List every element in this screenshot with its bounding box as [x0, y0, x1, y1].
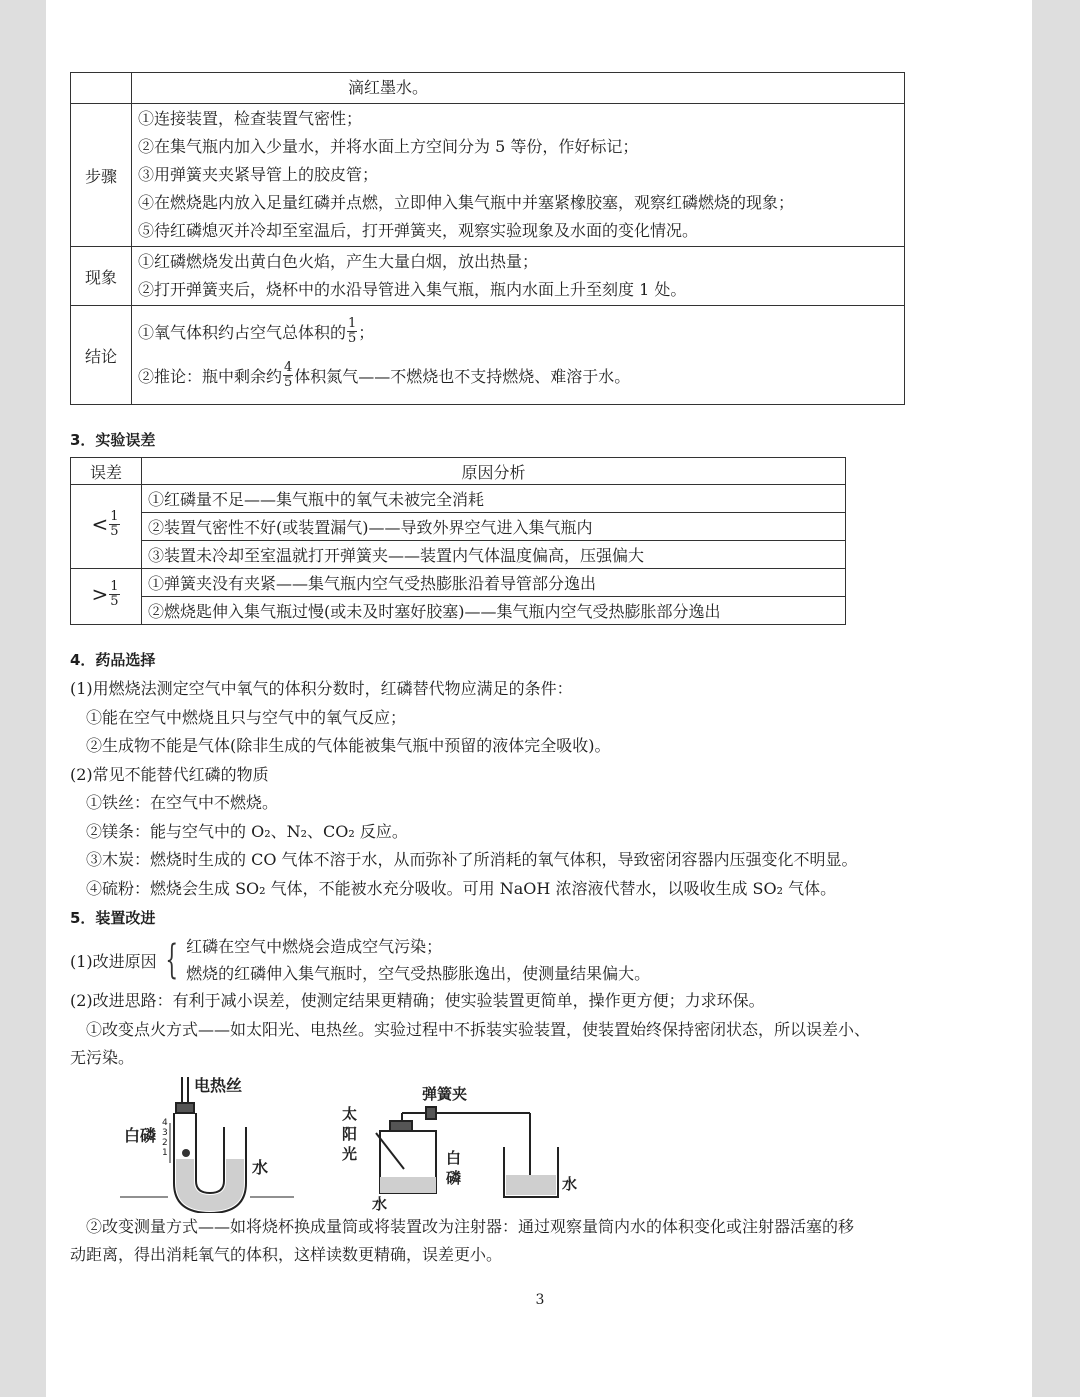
- label-spring-clip: 弹簧夹: [422, 1084, 468, 1103]
- conclusion-item-1: ①氧气体积约占空气总体积的 $\frac{1}{5}$ ；: [138, 316, 375, 346]
- label-white-phosphorus: 白磷: [124, 1125, 157, 1145]
- table-row: [71, 597, 846, 625]
- list-item: ①能在空气中燃烧且只与空气中的氧气反应；: [86, 707, 407, 727]
- jar-beaker-diagram: [376, 1107, 558, 1197]
- u-tube-diagram: [170, 1077, 246, 1213]
- table-row: [71, 73, 905, 104]
- step-item: ①连接装置，检查装置气密性；: [138, 109, 363, 128]
- error-less-cell: < $\frac{1}{5}$: [71, 485, 142, 569]
- table-row-conclusion: [71, 306, 905, 405]
- conclusion-item-2: ②推论：瓶中剩余约 $\frac{4}{5}$ 体积氮气——不燃烧也不支持燃烧、难溶于水。: [138, 360, 631, 390]
- fraction: $\frac{1}{5}$: [110, 509, 119, 539]
- brace: {: [165, 937, 178, 983]
- section-heading: 3．实验误差: [70, 431, 156, 449]
- col-header-reason: 原因分析: [142, 458, 846, 485]
- scale-mark: 3: [162, 1127, 168, 1138]
- label-water-left: 水: [372, 1194, 388, 1213]
- label-heating-wire: 电热丝: [194, 1075, 243, 1095]
- table-row-steps: [71, 104, 905, 247]
- paragraph: (2)改进思路：有利于减小误差，使测定结果更精确；使实验装置更简单，操作更方便；力求环保。: [70, 991, 765, 1010]
- paragraph-line: 无污染。: [70, 1048, 135, 1067]
- procedure-table: [70, 72, 905, 405]
- list-item: ④硫粉：燃烧会生成 SO₂ 气体，不能被水充分吸收。可用 NaOH 浓溶液代替水，以吸收生成 SO₂ 气体。: [86, 878, 837, 898]
- table-header-row: [71, 458, 846, 485]
- list-item: ③木炭：燃烧时生成的 CO 气体不溶于水，从而弥补了所消耗的氧气体积，导致密闭容器内压强变化不明显。: [86, 850, 858, 869]
- page-content: [70, 72, 920, 1270]
- table-row: [71, 569, 846, 597]
- paragraph-line: 动距离，得出消耗氧气的体积，这样读数更精确，误差更小。: [70, 1245, 503, 1264]
- paragraph: (2)常见不能替代红磷的物质: [70, 764, 269, 784]
- list-item: ①铁丝：在空气中不燃烧。: [86, 793, 279, 812]
- step-item: ②在集气瓶内加入少量水，并将水面上方空间分为 5 等份，作好标记；: [138, 137, 639, 156]
- svg-text:阳: 阳: [342, 1124, 358, 1143]
- phenomena-label: 现象: [71, 247, 132, 306]
- fraction: $\frac{1}{5}$: [348, 316, 357, 346]
- fraction: $\frac{1}{5}$: [110, 579, 119, 609]
- scale-mark: 4: [162, 1117, 168, 1128]
- diagrams-area: [70, 1073, 920, 1213]
- label-sun: 太: [342, 1104, 358, 1123]
- section-heading: 4．药品选择: [70, 651, 156, 669]
- table-row: [71, 513, 846, 541]
- phenomenon-item: ②打开弹簧夹后，烧杯中的水沿导管进入集气瓶，瓶内水面上升至刻度 1 处。: [138, 280, 687, 299]
- reason-cell: ③装置未冷却至室温就打开弹簧夹——装置内气体温度偏高，压强偏大: [142, 541, 846, 569]
- error-table: [70, 457, 846, 625]
- label-water: 水: [252, 1157, 269, 1177]
- scale-mark: 1: [162, 1147, 168, 1158]
- conclusion-label: 结论: [71, 306, 132, 405]
- apparatus-diagrams: [110, 1073, 630, 1213]
- improve-reason: (1)改进原因 { 红磷在空气中燃烧会造成空气污染； 燃烧的红磷伸入集气瓶时，空气受热膨胀逸出，使测量结果偏大。: [70, 933, 920, 987]
- page-number: 3: [535, 1292, 545, 1308]
- svg-text:磷: 磷: [446, 1168, 462, 1187]
- error-more-cell: > $\frac{1}{5}$: [71, 569, 142, 625]
- label-water-right: 水: [562, 1174, 578, 1193]
- step-item: ④在燃烧匙内放入足量红磷并点燃，立即伸入集气瓶中并塞紧橡胶塞，观察红磷燃烧的现象；: [138, 193, 795, 212]
- reason-cell: ②装置气密性不好(或装置漏气)——导致外界空气进入集气瓶内: [142, 513, 846, 541]
- svg-text:光: 光: [342, 1144, 358, 1163]
- phenomenon-item: ①红磷燃烧发出黄白色火焰，产生大量白烟，放出热量；: [138, 252, 539, 271]
- paragraph-line: ②改变测量方式——如将烧杯换成量筒或将装置改为注射器：通过观察量筒内水的体积变化或注射器活塞的移: [86, 1216, 855, 1236]
- reason-cell: ①弹簧夹没有夹紧——集气瓶内空气受热膨胀沿着导管部分逸出: [142, 569, 846, 597]
- col-header-error: 误差: [71, 458, 142, 485]
- list-item: 红磷在空气中燃烧会造成空气污染；: [186, 937, 443, 956]
- list-item: ②生成物不能是气体(除非生成的气体能被集气瓶中预留的液体完全吸收)。: [86, 736, 611, 755]
- prev-row-tail: 滴红墨水。: [348, 78, 429, 97]
- list-item: 燃烧的红磷伸入集气瓶时，空气受热膨胀逸出，使测量结果偏大。: [186, 964, 651, 983]
- table-row-phenomena: [71, 247, 905, 306]
- list-item: ②镁条：能与空气中的 O₂、N₂、CO₂ 反应。: [86, 821, 408, 841]
- reason-cell: ②燃烧匙伸入集气瓶过慢(或未及时塞好胶塞)——集气瓶内空气受热膨胀部分逸出: [142, 597, 846, 625]
- paragraph-line: ①改变点火方式——如太阳光、电热丝。实验过程中不拆装实验装置，使装置始终保持密闭状态，所以误差小、: [86, 1019, 871, 1039]
- step-item: ⑤待红磷熄灭并冷却至室温后，打开弹簧夹，观察实验现象及水面的变化情况。: [138, 221, 699, 240]
- fraction: $\frac{4}{5}$: [284, 360, 293, 390]
- section-heading: 5．装置改进: [70, 909, 156, 927]
- reason-cell: ①红磷量不足——集气瓶中的氧气未被完全消耗: [142, 485, 846, 513]
- table-row: [71, 541, 846, 569]
- table-row: [71, 485, 846, 513]
- scale-mark: 2: [162, 1137, 168, 1148]
- paragraph: (1)用燃烧法测定空气中氧气的体积分数时，红磷替代物应满足的条件：: [70, 679, 573, 698]
- label-white-phosphorus-2: 白: [446, 1148, 462, 1167]
- step-item: ③用弹簧夹夹紧导管上的胶皮管；: [138, 165, 379, 184]
- steps-label: 步骤: [71, 104, 132, 247]
